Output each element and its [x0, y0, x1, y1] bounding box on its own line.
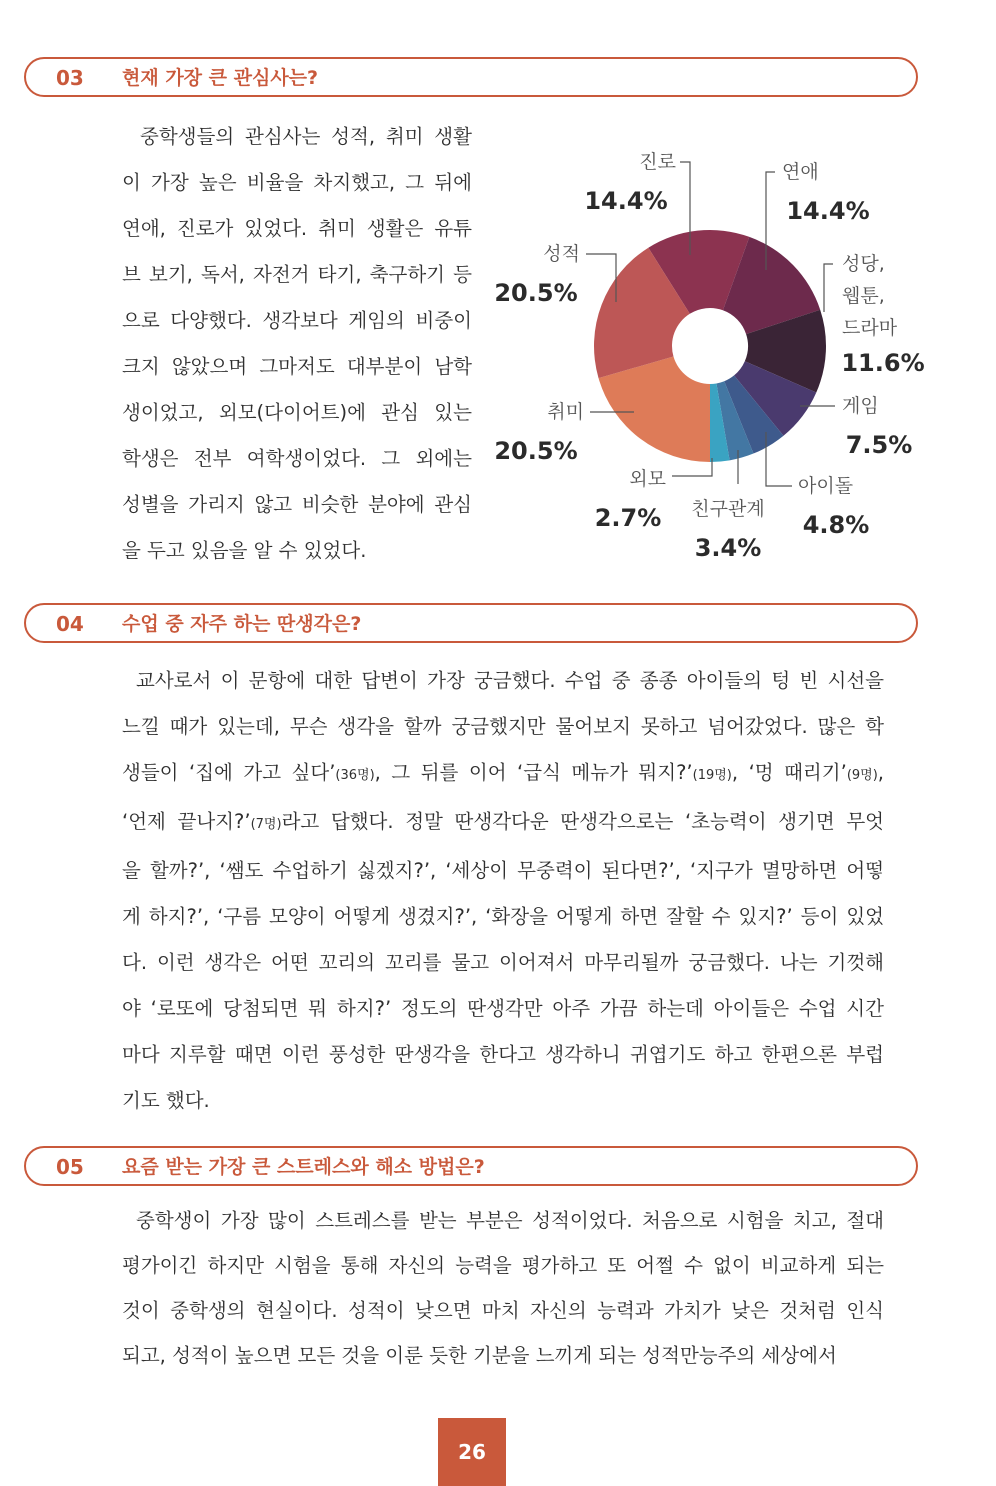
slice-label: 성적 — [543, 243, 580, 265]
section-number: 05 — [56, 1155, 84, 1179]
paragraph-line — [122, 1078, 884, 1124]
paragraph-line: 으로 다양했다. 생각보다 게임의 비중이 — [122, 309, 472, 332]
section-04-header — [24, 603, 918, 643]
paragraph-line — [122, 704, 884, 750]
slice-label: 드라마 — [842, 317, 898, 339]
page-number: 26 — [438, 1418, 506, 1486]
section-title: 요즘 받는 가장 큰 스트레스와 해소 방법은? — [122, 1156, 485, 1178]
paragraph-text: 다. 이런 생각은 어떤 꼬리의 꼬리를 물고 이어져서 마무리될까 궁금했다. 나는 기껏해 — [122, 951, 884, 974]
paragraph-text: 마다 지루할 때면 이런 풍성한 딴생각을 한다고 생각하니 귀엽기도 하고 한편으론 부럽 — [122, 1043, 884, 1066]
paragraph-text: 을 할까?’, ‘쌤도 수업하기 싫겠지?’, ‘세상이 무중력이 된다면?’, ‘지구가 멸망하면 어떻 — [122, 859, 884, 882]
paragraph-line: 생이었고, 외모(다이어트)에 관심 있는 — [122, 401, 472, 424]
slice-label: 게임 — [842, 395, 879, 417]
paragraph-line — [122, 799, 884, 848]
slice-value: 20.5% — [494, 279, 578, 307]
paragraph-line — [122, 894, 884, 940]
paragraph-line: 것이 중학생의 현실이다. 성적이 낮으면 마치 자신의 능력과 가치가 낮은 것처럼 인식 — [122, 1299, 884, 1322]
slice-label: 아이돌 — [798, 475, 854, 497]
paragraph-text: , — [877, 761, 884, 784]
paragraph-line: 브 보기, 독서, 자전거 타기, 축구하기 등 — [122, 263, 472, 286]
slice-label: 외모 — [629, 468, 666, 490]
section-number: 04 — [56, 612, 84, 636]
slice-value: 4.8% — [802, 511, 870, 539]
paragraph-line: 중학생들의 관심사는 성적, 취미 생활 — [140, 125, 472, 148]
paragraph-text: 교사로서 이 문항에 대한 답변이 가장 궁금했다. 수업 중 종종 아이들의 텅 빈 시선을 — [136, 669, 884, 692]
interests-pie-chart — [480, 140, 930, 570]
paragraph-line: 되고, 성적이 높으면 모든 것을 이룬 듯한 기분을 느끼게 되는 성적만능주의 세상에서 — [122, 1344, 837, 1367]
response-count: (36명) — [335, 768, 375, 783]
slice-label: 진로 — [639, 151, 676, 173]
paragraph-text: 기도 했다. — [122, 1089, 210, 1112]
section-04-paragraph — [122, 658, 884, 1124]
paragraph-line: 성별을 가리지 않고 비슷한 분야에 관심 — [122, 493, 472, 516]
paragraph-line — [122, 848, 884, 894]
paragraph-text: 야 ‘로또에 당첨되면 뭐 하지?’ 정도의 딴생각만 아주 가끔 하는데 아이들은 수업 시간 — [122, 997, 884, 1020]
paragraph-line — [122, 750, 884, 799]
paragraph-line: 을 두고 있음을 알 수 있었다. — [122, 539, 367, 562]
slice-label: 친구관계 — [691, 498, 765, 520]
paragraph-text: , ‘멍 때리기’ — [731, 761, 847, 784]
paragraph-text: 라고 답했다. 정말 딴생각다운 딴생각으로는 ‘초능력이 생기면 무엇 — [281, 810, 884, 833]
paragraph-line — [122, 658, 884, 704]
section-title: 현재 가장 큰 관심사는? — [122, 67, 319, 89]
paragraph-line: 연애, 진로가 있었다. 취미 생활은 유튜 — [122, 217, 472, 240]
response-count: (19명) — [692, 768, 732, 783]
leader-line — [824, 264, 833, 312]
slice-value: 7.5% — [845, 431, 913, 459]
slice-value: 14.4% — [584, 187, 668, 215]
slice-label: 성당, — [842, 253, 885, 275]
slice-value: 11.6% — [841, 349, 925, 377]
section-number: 03 — [56, 66, 84, 90]
section-title: 수업 중 자주 하는 딴생각은? — [122, 613, 362, 635]
slice-value: 20.5% — [494, 437, 578, 465]
paragraph-text: ‘언제 끝나지?’ — [122, 810, 251, 833]
paragraph-text: 느낄 때가 있는데, 무슨 생각을 할까 궁금했지만 물어보지 못하고 넘어갔었다. 많은 학 — [122, 715, 884, 738]
paragraph-line — [122, 1032, 884, 1078]
paragraph-line — [122, 986, 884, 1032]
paragraph-text: , 그 뒤를 이어 ‘급식 메뉴가 뭐지?’ — [374, 761, 693, 784]
paragraph-line: 평가이긴 하지만 시험을 통해 자신의 능력을 평가하고 또 어쩔 수 없이 비교하게 되는 — [122, 1254, 884, 1277]
slice-value: 14.4% — [786, 197, 870, 225]
slice-label: 취미 — [547, 401, 584, 423]
response-count: (9명) — [846, 768, 878, 783]
slice-label: 웹툰, — [842, 285, 885, 307]
paragraph-line: 크지 않았으며 그마저도 대부분이 남학 — [122, 355, 472, 378]
slice-value: 3.4% — [694, 534, 762, 562]
paragraph-text: 게 하지?’, ‘구름 모양이 어떻게 생겼지?’, ‘화장을 어떻게 하면 잘할 수 있지?’ 등이 있었 — [122, 905, 884, 928]
paragraph-text: 생들이 ‘집에 가고 싶다’ — [122, 761, 336, 784]
slice-value: 2.7% — [594, 504, 662, 532]
slice-label: 연애 — [782, 161, 819, 183]
paragraph-line: 학생은 전부 여학생이었다. 그 외에는 — [122, 447, 472, 470]
paragraph-line: 중학생이 가장 많이 스트레스를 받는 부분은 성적이었다. 처음으로 시험을 치고, 절대 — [136, 1209, 884, 1232]
section-03-header — [24, 57, 918, 97]
response-count: (7명) — [250, 817, 282, 832]
section-03-paragraph — [122, 114, 472, 574]
section-05-header — [24, 1146, 918, 1186]
paragraph-line — [122, 940, 884, 986]
paragraph-line: 이 가장 높은 비율을 차지했고, 그 뒤에 — [122, 171, 472, 194]
section-05-paragraph — [122, 1198, 884, 1378]
